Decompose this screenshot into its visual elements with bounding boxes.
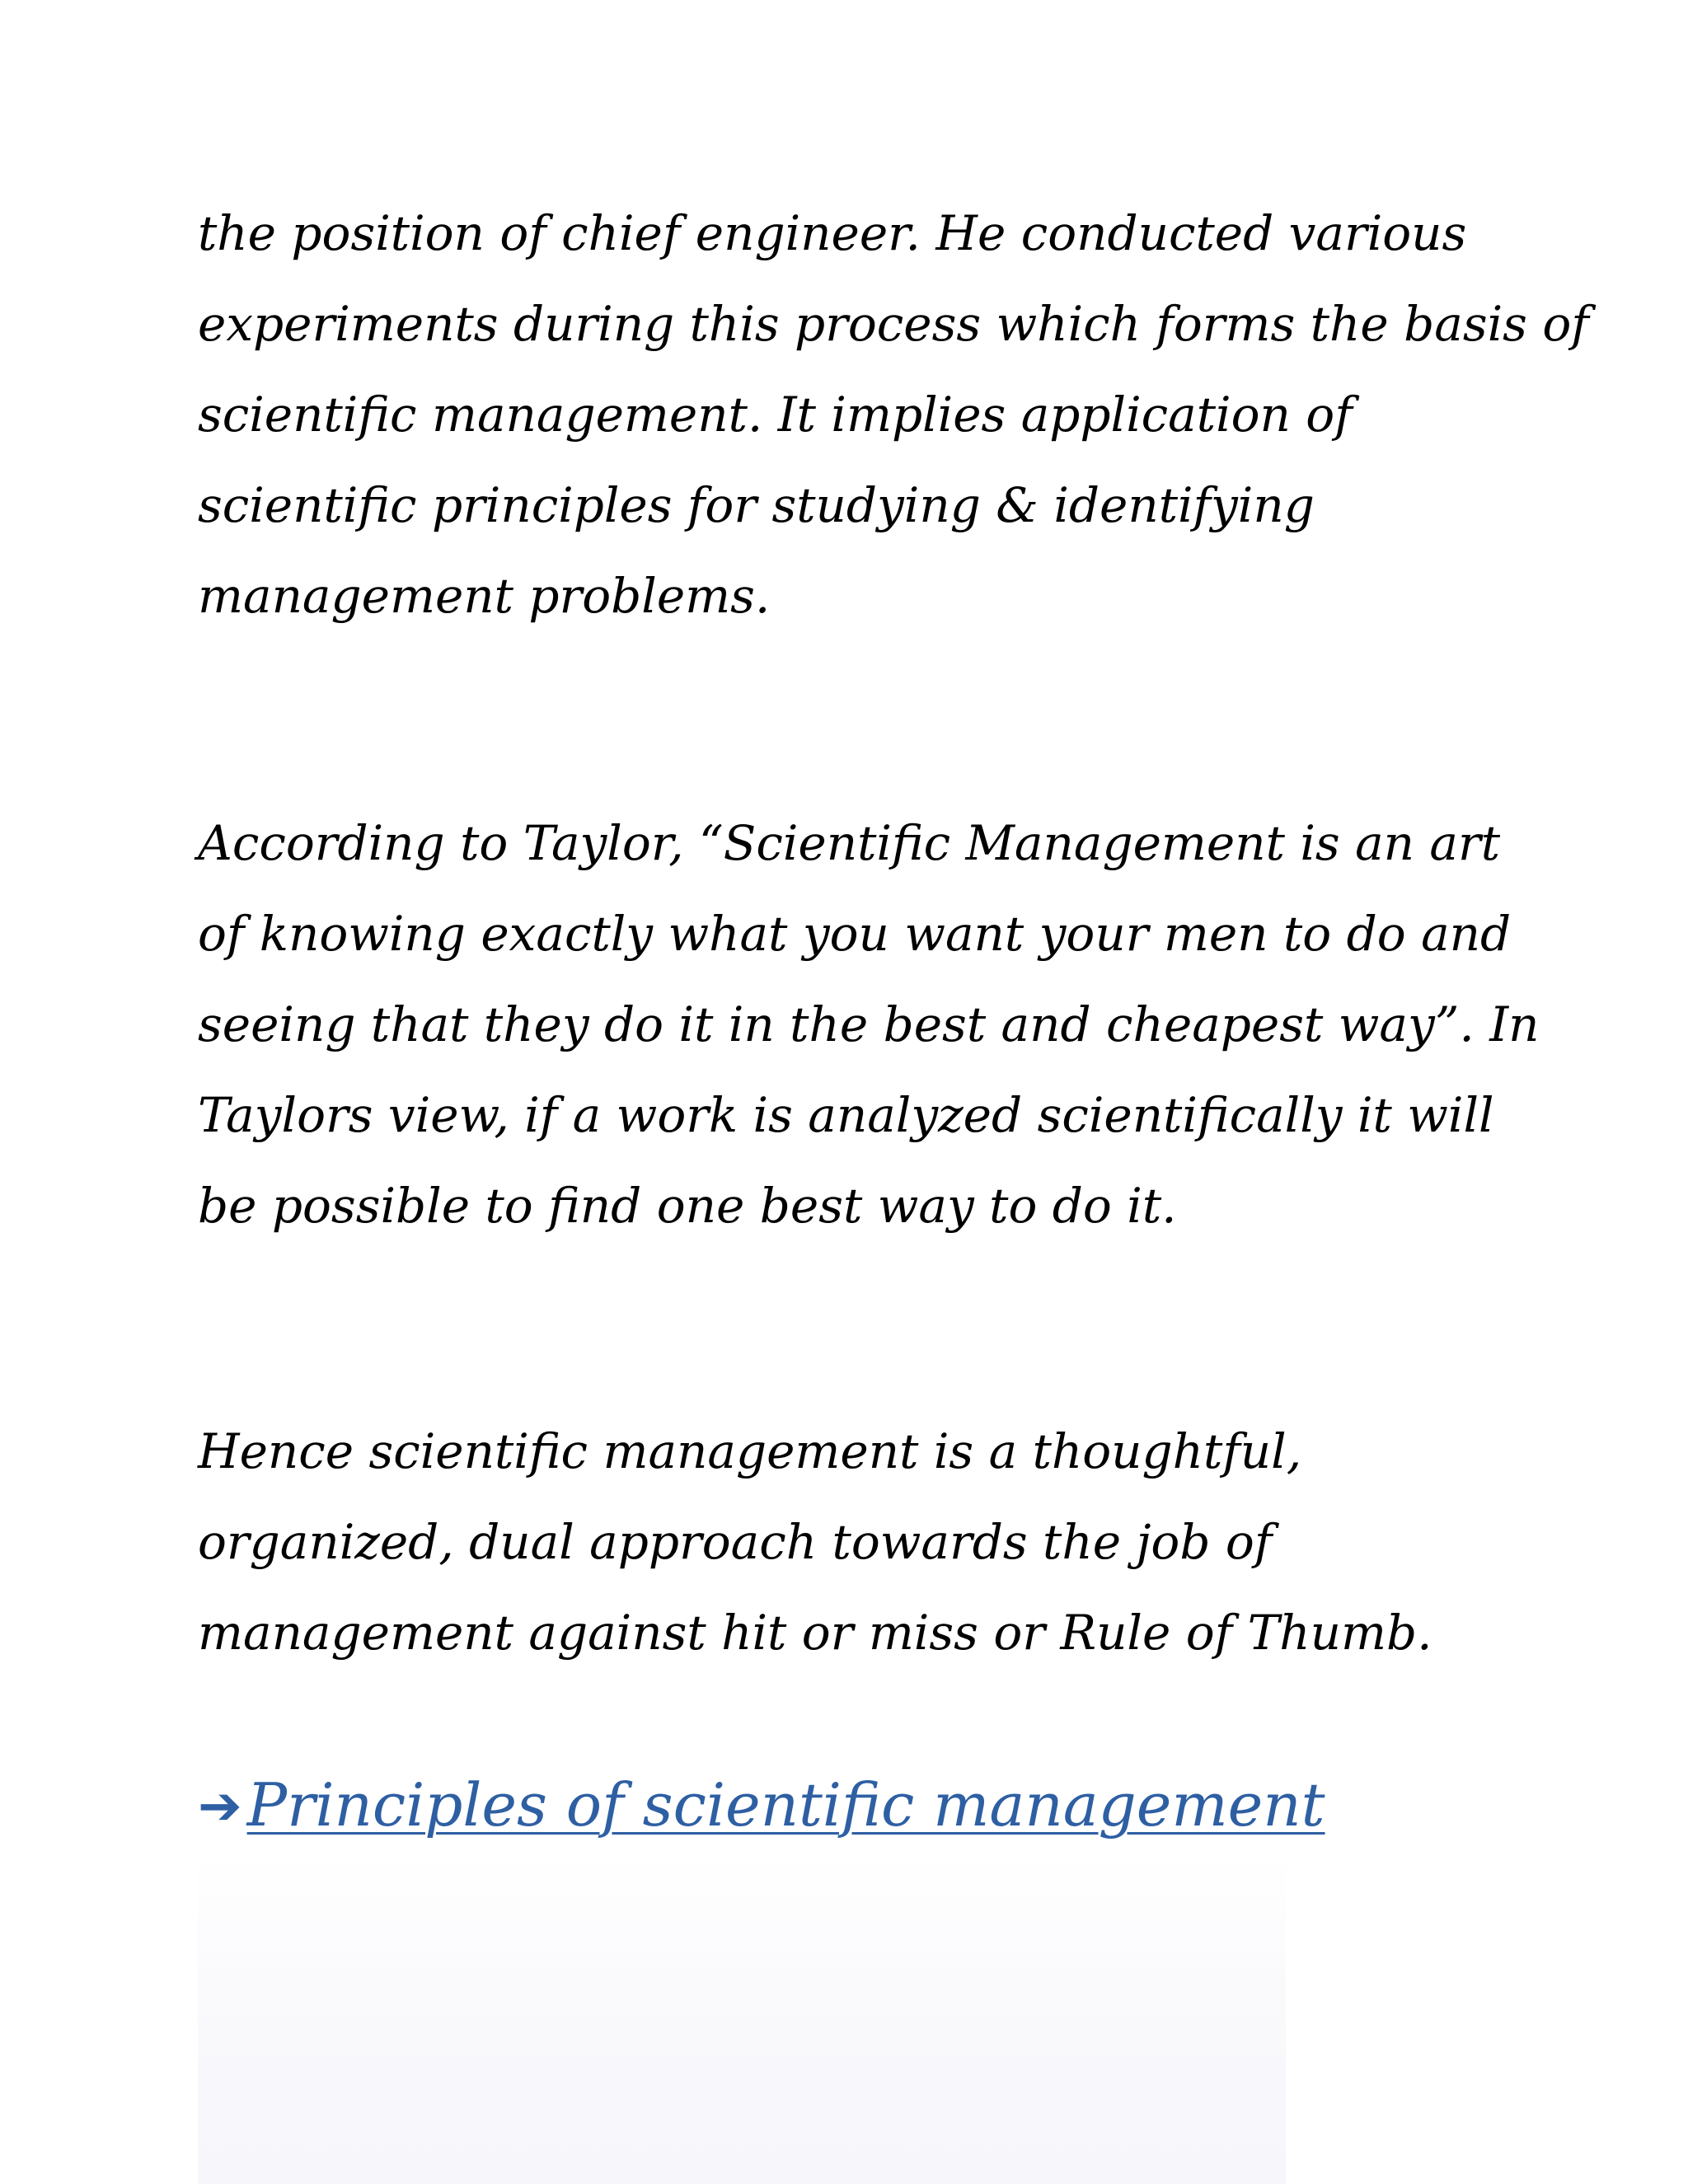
text-line: be possible to find one best way to do it. xyxy=(198,1178,1177,1234)
arrow-right-icon: ➔ xyxy=(198,1776,242,1837)
heading-link-text: Principles of scientific management xyxy=(246,1770,1325,1840)
text-line: scientific management. It implies application of xyxy=(198,387,1353,443)
text-line: Taylors view, if a work is analyzed scientifically it will xyxy=(198,1087,1494,1143)
text-line: seeing that they do it in the best and cheapest way”. In xyxy=(198,996,1540,1052)
text-line: According to Taylor, “Scientific Management is an art xyxy=(198,815,1501,871)
text-line: scientific principles for studying & identifying xyxy=(198,477,1315,533)
shaded-area xyxy=(198,1854,1286,2184)
text-line: management problems. xyxy=(198,568,771,624)
principles-heading-link[interactable] xyxy=(198,1764,1325,1848)
paragraph-conclusion xyxy=(198,1406,1517,1678)
paragraph-chief-engineer xyxy=(198,188,1589,641)
text-line: the position of chief engineer. He conducted various xyxy=(198,205,1467,261)
text-line: organized, dual approach towards the job of xyxy=(198,1514,1273,1570)
text-line: management against hit or miss or Rule of Thumb. xyxy=(198,1605,1432,1661)
paragraph-taylor-definition xyxy=(198,798,1540,1251)
text-line: experiments during this process which forms the basis of xyxy=(198,296,1589,352)
text-line: of knowing exactly what you want your men to do and xyxy=(198,906,1512,962)
text-line: Hence scientific management is a thoughtful, xyxy=(198,1423,1302,1479)
